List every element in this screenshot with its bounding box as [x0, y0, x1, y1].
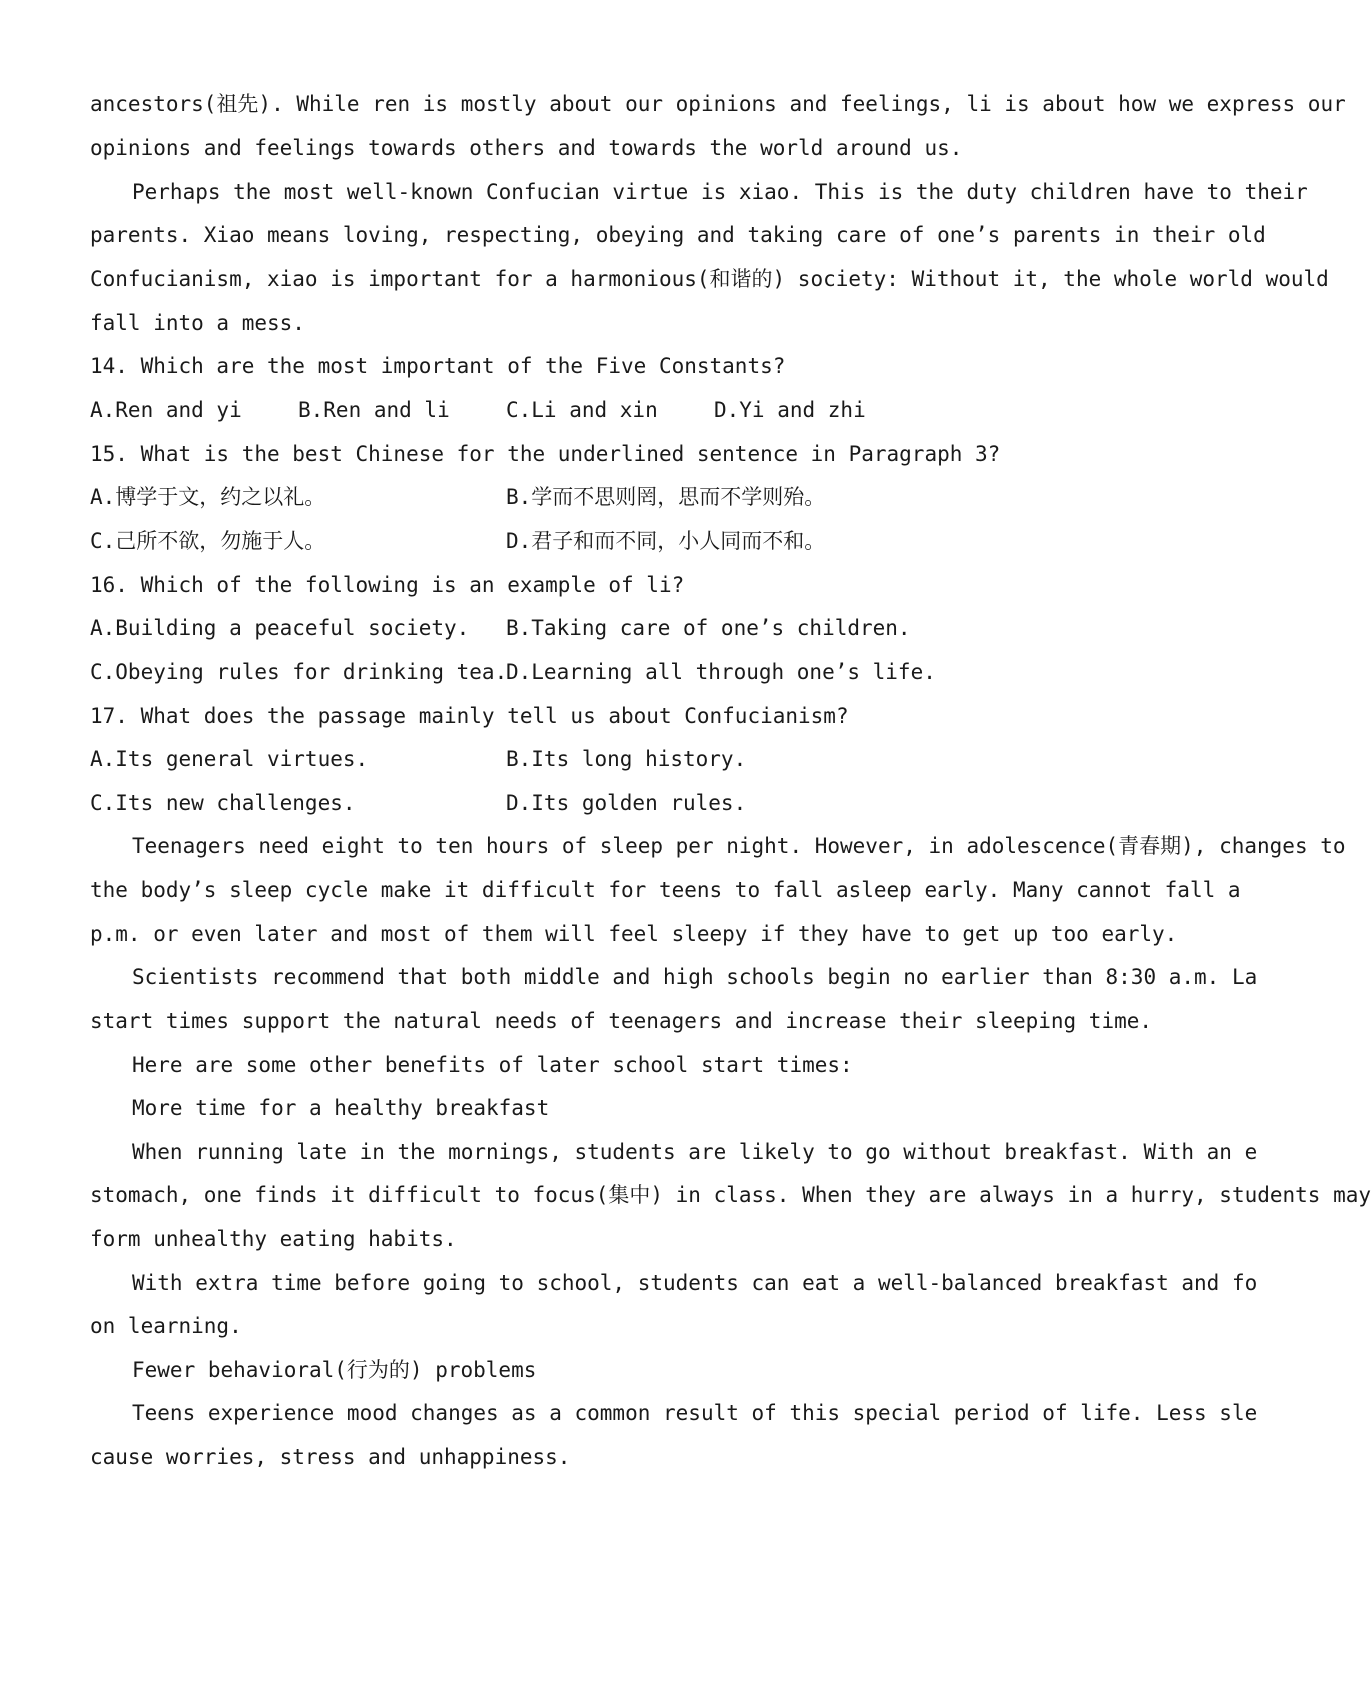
question-14-stem: 14. Which are the most important of the Five Constants?: [90, 354, 786, 378]
question-15-option-a[interactable]: A.博学于文，约之以礼。: [90, 485, 326, 509]
question-15-options-row-1: [90, 482, 1185, 512]
passage-b-line-9: stomach, one finds it difficult to focus(集中) in class. When they are always in a hurry, students may: [90, 1183, 1371, 1207]
question-14-options: [90, 395, 1185, 425]
question-17-option-b[interactable]: B.Its long history.: [506, 747, 747, 771]
question-15-stem: 15. What is the best Chinese for the underlined sentence in Paragraph 3?: [90, 442, 1001, 466]
question-17-option-a[interactable]: A.Its general virtues.: [90, 747, 369, 771]
question-16-options-row-2: [90, 657, 1185, 687]
question-17-options-row-2: [90, 788, 1185, 818]
section-heading-breakfast: More time for a healthy breakfast: [132, 1096, 550, 1120]
question-16-option-c[interactable]: C.Obeying rules for drinking tea.: [90, 660, 508, 684]
question-17-option-d[interactable]: D.Its golden rules.: [506, 791, 747, 815]
question-17-option-c[interactable]: C.Its new challenges.: [90, 791, 356, 815]
question-15-option-d[interactable]: D.君子和而不同，小人同而不和。: [506, 529, 826, 553]
passage-b-line-5: start times support the natural needs of teenagers and increase their sleeping time.: [90, 1009, 1153, 1033]
passage-b-line-2: the body’s sleep cycle make it difficult for teens to fall asleep early. Many cannot fall a: [90, 878, 1241, 902]
question-15-option-b[interactable]: B.学而不思则罔，思而不学则殆。: [506, 485, 826, 509]
passage-a-line-1: ancestors(祖先). While ren is mostly about our opinions and feelings, li is about how we express our: [90, 92, 1346, 116]
passage-a-line-4: parents. Xiao means loving, respecting, obeying and taking care of one’s parents in their old: [90, 223, 1266, 247]
question-15-option-c[interactable]: C.己所不欲，勿施于人。: [90, 529, 326, 553]
question-15-options-row-2: [90, 526, 1185, 556]
section-heading-behavior: Fewer behavioral(行为的) problems: [132, 1358, 537, 1382]
passage-b-line-3: p.m. or even later and most of them will feel sleepy if they have to get up too early.: [90, 922, 1178, 946]
question-14-option-c[interactable]: C.Li and xin: [506, 398, 658, 422]
question-14-option-a[interactable]: A.Ren and yi: [90, 398, 242, 422]
passage-a-line-5: Confucianism, xiao is important for a harmonious(和谐的) society: Without it, the whole world would: [90, 267, 1329, 291]
passage-b-line-8: When running late in the mornings, students are likely to go without breakfast. With an e: [132, 1140, 1258, 1164]
question-17-stem: 17. What does the passage mainly tell us about Confucianism?: [90, 704, 849, 728]
passage-b-line-10: form unhealthy eating habits.: [90, 1227, 457, 1251]
passage-b-line-14: Teens experience mood changes as a common result of this special period of life. Less sle: [132, 1401, 1258, 1425]
question-16-option-b[interactable]: B.Taking care of one’s children.: [506, 616, 911, 640]
passage-b-line-1: Teenagers need eight to ten hours of sleep per night. However, in adolescence(青春期), changes to: [132, 834, 1346, 858]
passage-b-line-12: on learning.: [90, 1314, 242, 1338]
question-14-option-d[interactable]: D.Yi and zhi: [714, 398, 866, 422]
passage-a-line-2: opinions and feelings towards others and towards the world around us.: [90, 136, 963, 160]
passage-b-line-15: cause worries, stress and unhappiness.: [90, 1445, 571, 1469]
passage-a-line-6: fall into a mess.: [90, 311, 305, 335]
passage-b-line-6: Here are some other benefits of later school start times:: [132, 1053, 853, 1077]
passage-a-line-3: Perhaps the most well-known Confucian virtue is xiao. This is the duty children have to their: [132, 180, 1308, 204]
passage-b-line-11: With extra time before going to school, students can eat a well-balanced breakfast and fo: [132, 1271, 1258, 1295]
question-14-option-b[interactable]: B.Ren and li: [298, 398, 450, 422]
question-16-options-row-1: [90, 613, 1185, 643]
passage-b-line-4: Scientists recommend that both middle and high schools begin no earlier than 8:30 a.m. La: [132, 965, 1258, 989]
question-16-option-a[interactable]: A.Building a peaceful society.: [90, 616, 470, 640]
question-16-stem: 16. Which of the following is an example of li?: [90, 573, 685, 597]
question-17-options-row-1: [90, 744, 1185, 774]
question-16-option-d[interactable]: D.Learning all through one’s life.: [506, 660, 936, 684]
